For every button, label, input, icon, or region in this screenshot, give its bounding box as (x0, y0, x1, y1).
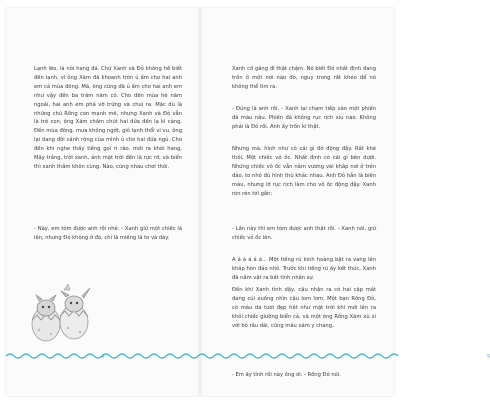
right-paragraph-4: - Lần này thì em tóm được anh thật rồi. - Xanh nói, giữ chiếc vỏ ốc lên. (232, 226, 376, 241)
left-paragraph-2: - Này, em tóm được anh rồi nhé. - Xanh giữ một chiếc lá lên, nhưng Đỏ không ở đó, chỉ là miếng lá to và dày. (34, 226, 182, 241)
left-page (6, 8, 200, 396)
right-paragraph-1: Xanh cố gắng đi thật chậm. Nó biết Đỏ nhất định đang trốn ở một nơi nào đó, nguy trong rất khéo để nó không thể tìm ra. (232, 66, 376, 90)
left-page-number: 4 (101, 354, 105, 360)
right-page-number: 5 (487, 354, 490, 360)
dragon-hatchlings-illustration (24, 276, 104, 346)
right-paragraph-6: Đến khi Xanh tỉnh dậy, cậu nhận ra có hai cặp mắt đang cúi xuống nhìn cậu lom lom. Một bạn Rồng Đỏ, có màu da tươi đẹp hệt như mặt trời khi mới lên ra khỏi chiếc giường biển cả, và một ông Rồng Xám xù xì với bộ râu dài, cũng màu xám y chang. (232, 287, 376, 329)
right-paragraph-5: A á á á á á... Một tiếng rú kinh hoàng bật ra vang lên khắp hòn đảo nhỏ. Trước khi tiếng rú ấy kết thúc, Xanh đã nắm vật ra bất tỉnh nhân sự. (232, 257, 376, 281)
left-paragraph-1: Lạnh lẽo, là nói hang đá. Chứ Xanh và Đỏ không hề biết đến lạnh, vì ông Xám đã khoanh tròn ủ ấm cho hai anh em cả mùa đông. Mà, ông cũng đã ủ ấm cho hai anh em như vậy đến ba trăm năm có. Cho đến mùa hè năm ngoái, hai anh em phá vỡ trứng và chui ra. Mặc dù là những chú Rồng con mạnh mẽ, nhưng Xanh và Đỏ vẫn là trẻ con, ông Xám chăm chút hai đứa đến lạ kì càng. Đến mùa đông, mưa không ngớt, gió lạnh thổi vi vu, ông lại dang đôi cánh rộng của mình ủ cho hai đứa ngủ. Cho đến khi nghe thấy tiếng gọi ri rào, mới ra khỏi hang. Mây trắng, trời xanh, ánh mặt trời đến là rực rỡ, và biển thì xanh thẳm khôn cùng. Nào, cùng nhau chơi thôi. (34, 66, 182, 170)
decorative-wave-border (6, 351, 394, 361)
right-paragraph-2: - Đúng là anh rồi. - Xanh lại chạm tiếp vào một phiến đá màu nâu. Phiến đá không rục rịch xíu nào. Không phải là Đỏ rồi. Anh ấy trốn kĩ thật. (232, 106, 376, 130)
book-spread (6, 8, 490, 396)
right-paragraph-7: - Em ấy tỉnh rồi này ông ơi. - Rồng Đỏ nói. (232, 372, 341, 378)
right-paragraph-3: Nhưng mà, hình như có cái gì đó động đậy. Rất khẽ thôi. Một chiếc vỏ ốc. Nhất định có cái gì bên dưới. Những chiếc vỏ ốc vẫn nằm vương vãi khắp nơi ở trên đảo, to nhỏ đủ hình thù khác nhau. Anh Đỏ hẳn là biến màu, nhưng lỡ rục rịch làm cho vỏ ốc động đậy. Xanh rón rén tới gần: (232, 146, 376, 197)
right-page (200, 8, 490, 396)
